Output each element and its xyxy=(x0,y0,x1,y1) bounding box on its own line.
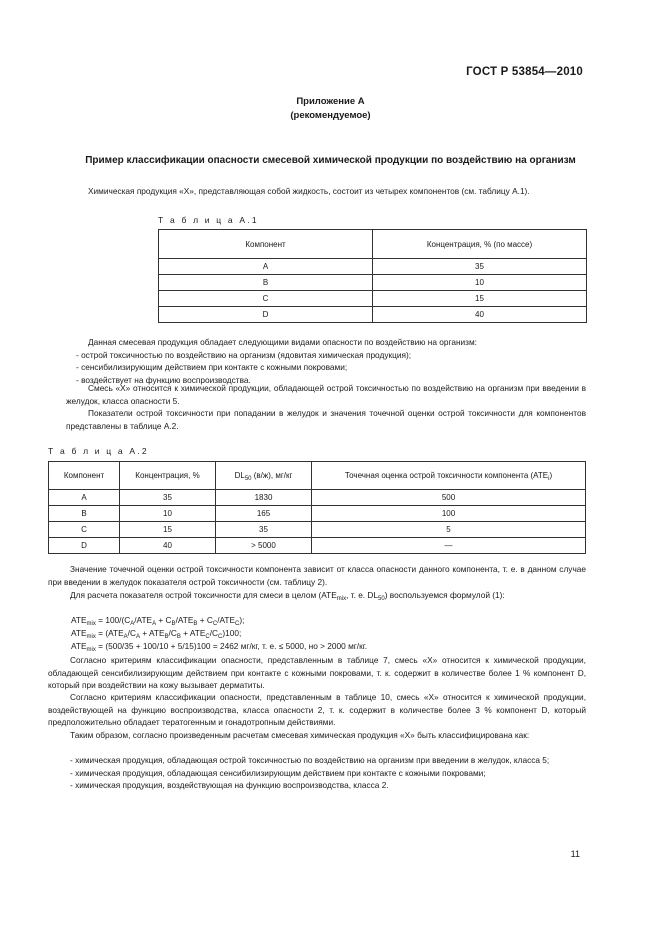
table-cell: 35 xyxy=(120,490,216,506)
hazards-block xyxy=(66,336,586,386)
table-row xyxy=(49,522,586,538)
table-header-cell: Компонент xyxy=(159,230,373,259)
conclusion-paragraph-1: Согласно критериям классификации опасности, представленным в таблице 7, смесь «Х» относится к химической продукции, обладающей сенсибилизирующим действием при контакте с кожными покровами, т. к. содержит в количестве более 1 % компонент D, который при воздействии на кожу вызывает дерматиты. xyxy=(48,655,586,690)
table-row xyxy=(49,490,586,506)
table-cell: A xyxy=(49,490,120,506)
list-item: - сенсибилизирующим действием при контакте с кожными покровами; xyxy=(76,362,348,372)
hazards-paragraph-2: Показатели острой токсичности при попадании в желудок и значения точечной оценки острой токсичности для компонентов представлены в таблице А.2. xyxy=(66,408,586,431)
table-cell: 40 xyxy=(373,307,587,323)
table-cell: A xyxy=(159,259,373,275)
table-a2 xyxy=(48,461,586,554)
list-item: - острой токсичностью по воздействию на организм (ядовитая химическая продукция); xyxy=(76,349,412,360)
list-item: - химическая продукция, обладающая острой токсичностью по воздействию на организм при введении в желудок, класса 5; xyxy=(70,755,550,765)
table-cell: 1830 xyxy=(216,490,312,506)
table-header-cell: Компонент xyxy=(49,462,120,490)
formula-3: $ATE_{mix} = (500/35 + 100/10 + 5/15)100 = 2462$ мг/кг, т. е. ≤ 5000, но > 2000 мг/кг. xyxy=(71,641,368,653)
table-cell: — xyxy=(312,538,586,554)
table-header-cell: Точечная оценка острой токсичности компонента $(АТЕ_i)$ xyxy=(312,462,586,490)
list-item: - химическая продукция, обладающая сенсибилизирующим действием при контакте с кожными покровами; xyxy=(70,767,486,778)
table-row xyxy=(159,259,587,275)
section-title: Пример классификации опасности смесевой химической продукции по воздействию на организм xyxy=(85,155,576,166)
hazards-lead: Данная смесевая продукция обладает следующими видами опасности по воздействию на организм: xyxy=(88,337,477,347)
table-header-cell: Концентрация, % (по массе) xyxy=(373,230,587,259)
annex-title: Приложение А xyxy=(296,96,365,107)
document-id: ГОСТ Р 53854—2010 xyxy=(466,66,583,78)
table-row xyxy=(49,538,586,554)
table-cell: 35 xyxy=(216,522,312,538)
list-item: - воздействует на функцию воспроизводства. xyxy=(76,374,251,385)
table-header-row xyxy=(49,462,586,490)
table-cell: C xyxy=(49,522,120,538)
table-row xyxy=(159,275,587,291)
table-cell: 15 xyxy=(120,522,216,538)
table-cell: B xyxy=(159,275,373,291)
table-cell: 500 xyxy=(312,490,586,506)
list-item: - химическая продукция, воздействующая на функцию воспроизводства, класса 2. xyxy=(70,780,389,790)
table-a1 xyxy=(158,229,587,323)
table-row xyxy=(159,291,587,307)
table-cell: 10 xyxy=(120,506,216,522)
table-cell: 35 xyxy=(373,259,587,275)
table-cell: 165 xyxy=(216,506,312,522)
table-cell: > 5000 xyxy=(216,538,312,554)
conclusion-list xyxy=(48,754,586,792)
hazards-paragraph-1: Смесь «Х» относится к химической продукции, обладающей острой токсичностью по воздействию на организм при введении в желудок, класса опасности 5. xyxy=(66,383,586,406)
table-a1-caption: Т а б л и ц а А.1 xyxy=(158,215,259,225)
table-cell: 5 xyxy=(312,522,586,538)
annex-subtitle: (рекомендуемое) xyxy=(290,110,371,121)
table-row xyxy=(159,307,587,323)
table-cell: B xyxy=(49,506,120,522)
table-cell: D xyxy=(49,538,120,554)
table-cell: 15 xyxy=(373,291,587,307)
table-cell: 10 xyxy=(373,275,587,291)
calc-paragraph-1: Значение точечной оценки острой токсичности компонента зависит от класса опасности данного компонента, т. е. в данном случае при введении в желудок показателя острой токсичности (см. таблицу 2). xyxy=(48,564,586,587)
formula-2: $ATE_{mix} = (ATE_A/C_A + ATE_B/C_B + ATE_C/C_C)100$; xyxy=(71,628,242,640)
table-header-cell: $DL_{50}$ (в/ж), мг/кг xyxy=(216,462,312,490)
table-cell: 40 xyxy=(120,538,216,554)
table-cell: C xyxy=(159,291,373,307)
conclusion-paragraph-3: Таким образом, согласно произведенным расчетам смесевая химическая продукция «Х» быть классифицирована как: xyxy=(70,730,530,740)
table-a2-caption: Т а б л и ц а А.2 xyxy=(48,446,149,456)
table-cell: D xyxy=(159,307,373,323)
table-cell: 100 xyxy=(312,506,586,522)
intro-paragraph: Химическая продукция «Х», представляющая собой жидкость, состоит из четырех компонентов (см. таблицу А.1). xyxy=(88,186,530,196)
calc-paragraph-2: Для расчета показателя острой токсичности для смеси в целом ($ATE_{mix}$, т. е. $DL_{50}$) воспользуемся формулой (1): xyxy=(70,590,505,602)
page-number: 11 xyxy=(570,849,580,859)
conclusion-paragraph-2: Согласно критериям классификации опасности, представленным в таблице 10, смесь «Х» относится к химической продукции, воздействующей на функцию воспроизводства, класса опасности 2, т. к. содержит в количестве более 3 % компонент D, который предположительно обладает тератогенным и гонадотропным действиями. xyxy=(48,692,586,727)
formula-1: $ATE_{mix} = 100/(C_A/ATE_A + C_B/ATE_B + C_C/ATE_C)$; xyxy=(71,615,245,627)
table-row xyxy=(49,506,586,522)
table-header-row xyxy=(159,230,587,259)
table-header-cell: Концентрация, % xyxy=(120,462,216,490)
